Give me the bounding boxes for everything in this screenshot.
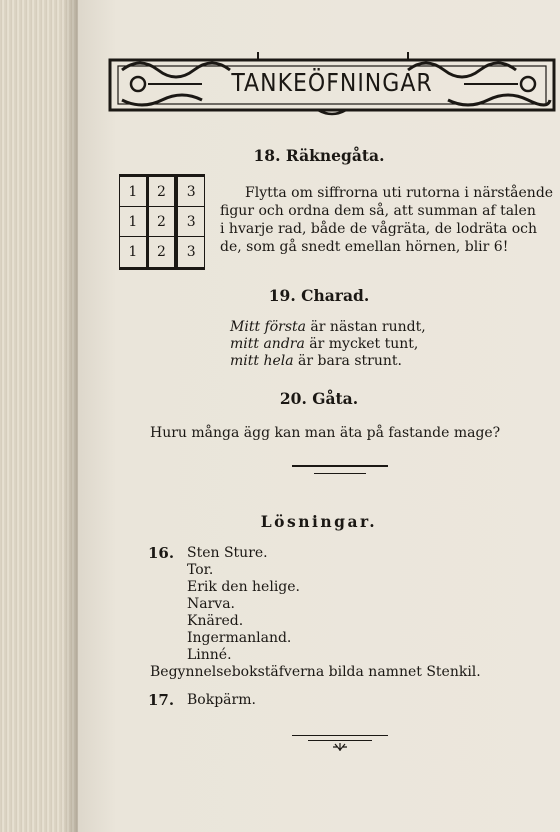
end-ornament-icon	[332, 742, 348, 752]
grid-row	[119, 207, 205, 237]
end-rule	[292, 735, 388, 736]
solution-summary: Begynnelsebokstäfverna bilda namnet Stenkil.	[150, 664, 481, 680]
grid-cell: 3	[177, 237, 205, 267]
puzzle-18-line: Flytta om siffrorna uti rutorna i närstående	[245, 185, 554, 201]
grid-cell: 1	[119, 177, 146, 206]
solution-number: 17.	[148, 691, 175, 709]
puzzle-18-line: figur och ordna dem så, att summan af talen	[220, 203, 536, 219]
header-banner	[108, 48, 556, 118]
solution-line: Narva.	[187, 596, 235, 612]
solutions-heading: Lösningar.	[260, 512, 378, 531]
divider-rule	[314, 473, 366, 474]
puzzle-18-heading: 18. Räknegåta.	[253, 146, 385, 165]
verse-italic: Mitt första	[230, 319, 306, 335]
page-title: TANKEÖFNINGAR	[231, 69, 433, 98]
end-rule	[308, 740, 372, 741]
grid-cell: 2	[146, 237, 178, 267]
solution-line: Erik den helige.	[187, 579, 300, 595]
divider-rule	[292, 465, 388, 467]
solution-line: Tor.	[187, 562, 214, 578]
grid-row	[119, 177, 205, 207]
verse-italic: mitt andra	[230, 336, 305, 352]
solution-line: Linné.	[187, 647, 232, 663]
verse-text: är nästan rundt,	[305, 319, 426, 335]
grid-cell: 1	[119, 237, 146, 267]
solution-number: 16.	[148, 544, 175, 562]
solution-line: Sten Sture.	[187, 545, 268, 561]
verse-line	[230, 353, 402, 369]
puzzle-18-line: i hvarje rad, både de vågräta, de lodräta och	[220, 221, 538, 237]
number-grid	[119, 174, 205, 270]
puzzle-18-line: de, som gå snedt emellan hörnen, blir 6!	[220, 239, 509, 255]
verse-text: är bara strunt.	[293, 353, 402, 369]
solution-line: Ingermanland.	[187, 630, 292, 646]
grid-cell: 3	[177, 207, 205, 236]
verse-line	[230, 336, 418, 352]
puzzle-19-heading: 19. Charad.	[268, 286, 370, 305]
puzzle-20-heading: 20. Gåta.	[279, 389, 359, 408]
verse-line	[230, 319, 426, 335]
grid-row	[119, 237, 205, 267]
solution-answer: Bokpärm.	[187, 692, 256, 708]
grid-cell: 2	[146, 207, 178, 236]
puzzle-20-question: Huru många ägg kan man äta på fastande mage?	[150, 425, 501, 441]
verse-italic: mitt hela	[230, 353, 294, 369]
book-page	[78, 0, 560, 832]
verse-text: är mycket tunt,	[304, 336, 419, 352]
grid-cell: 2	[146, 177, 178, 206]
grid-cell: 3	[177, 177, 205, 206]
grid-cell: 1	[119, 207, 146, 236]
solution-line: Knäred.	[187, 613, 244, 629]
